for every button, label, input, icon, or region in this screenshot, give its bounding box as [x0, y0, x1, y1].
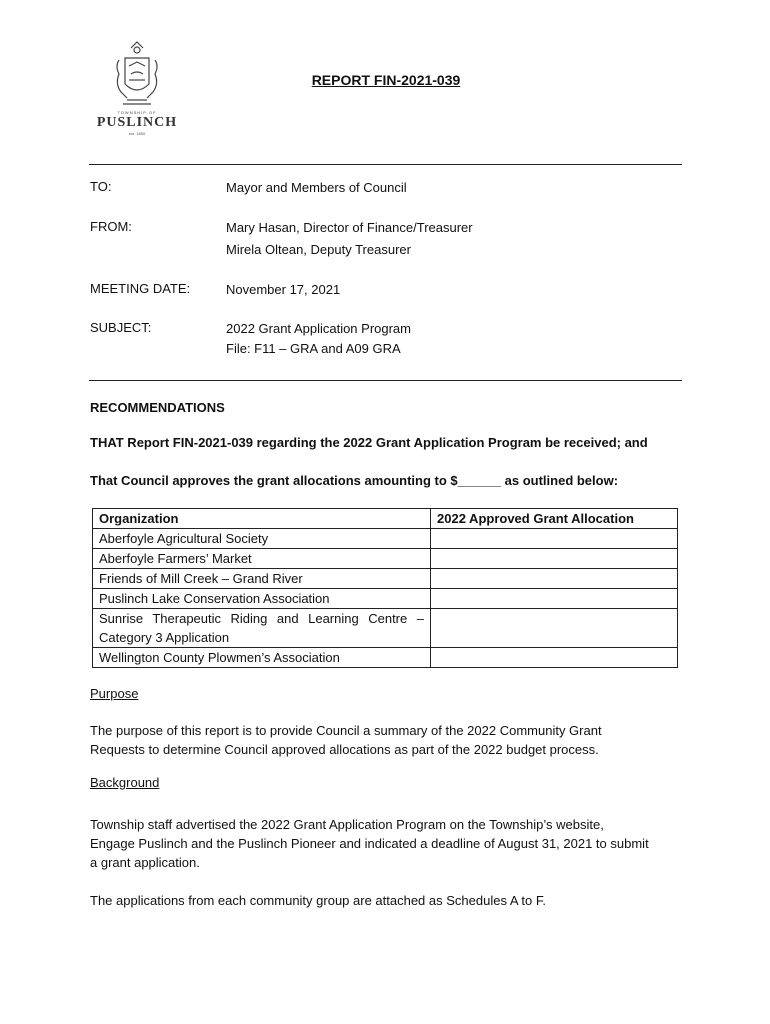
table-header-row — [93, 509, 678, 529]
org-cell-line1: Sunrise Therapeutic Riding and Learning Centre – — [99, 611, 424, 626]
table-row — [93, 609, 678, 648]
grant-allocation-table — [92, 508, 678, 668]
table-row — [93, 589, 678, 609]
purpose-line2: Requests to determine Council approved allocations as part of the 2022 budget process. — [90, 742, 599, 757]
allocation-cell — [431, 648, 678, 668]
logo-name: PUSLINCH — [96, 115, 178, 130]
subject-label: SUBJECT: — [90, 320, 152, 335]
bottom-divider — [89, 380, 682, 381]
org-cell: Puslinch Lake Conservation Association — [93, 589, 431, 609]
recommendation-line2: That Council approves the grant allocations amounting to $______ as outlined below: — [90, 473, 619, 488]
allocation-cell — [431, 589, 678, 609]
to-value: Mayor and Members of Council — [226, 180, 407, 195]
org-cell: Aberfoyle Agricultural Society — [93, 529, 431, 549]
logo-est: est. 1850 — [128, 131, 146, 136]
table-row — [93, 648, 678, 668]
org-cell-line2: Category 3 Application — [99, 630, 230, 645]
from-line2: Mirela Oltean, Deputy Treasurer — [226, 242, 411, 257]
report-title: REPORT FIN-2021-039 — [311, 72, 461, 88]
logo-small-text: TOWNSHIP OF — [117, 110, 157, 115]
background-heading: Background — [90, 775, 160, 790]
allocation-cell — [431, 609, 678, 648]
subject-line1: 2022 Grant Application Program — [226, 321, 411, 336]
township-logo — [90, 40, 184, 136]
table-row — [93, 529, 678, 549]
to-label: TO: — [90, 179, 112, 194]
background-line3: a grant application. — [90, 855, 200, 870]
allocation-cell — [431, 549, 678, 569]
top-divider — [89, 164, 682, 165]
recommendations-heading: RECOMMENDATIONS — [90, 400, 225, 415]
col-allocation: 2022 Approved Grant Allocation — [431, 509, 678, 529]
org-cell: Aberfoyle Farmers’ Market — [93, 549, 431, 569]
allocation-cell — [431, 529, 678, 549]
table-row — [93, 549, 678, 569]
background-line4: The applications from each community group are attached as Schedules A to F. — [90, 893, 546, 908]
from-line1: Mary Hasan, Director of Finance/Treasurer — [226, 220, 473, 235]
org-cell: Wellington County Plowmen’s Association — [93, 648, 431, 668]
subject-line2: File: F11 – GRA and A09 GRA — [226, 341, 401, 356]
recommendation-line1: THAT Report FIN-2021-039 regarding the 2022 Grant Application Program be received; and — [90, 435, 648, 450]
background-line1: Township staff advertised the 2022 Grant Application Program on the Township’s website, — [90, 817, 604, 832]
col-organization: Organization — [93, 509, 431, 529]
from-label: FROM: — [90, 219, 132, 234]
meeting-date-value: November 17, 2021 — [226, 282, 341, 297]
background-line2: Engage Puslinch and the Puslinch Pioneer and indicated a deadline of August 31, 2021 to submit — [90, 836, 649, 851]
org-cell: Friends of Mill Creek – Grand River — [93, 569, 431, 589]
table-row — [93, 569, 678, 589]
meeting-date-label: MEETING DATE: — [90, 281, 191, 296]
purpose-heading: Purpose — [90, 686, 139, 701]
purpose-line1: The purpose of this report is to provide Council a summary of the 2022 Community Grant — [90, 723, 602, 738]
org-cell — [93, 609, 431, 648]
page-title — [0, 72, 770, 88]
allocation-cell — [431, 569, 678, 589]
